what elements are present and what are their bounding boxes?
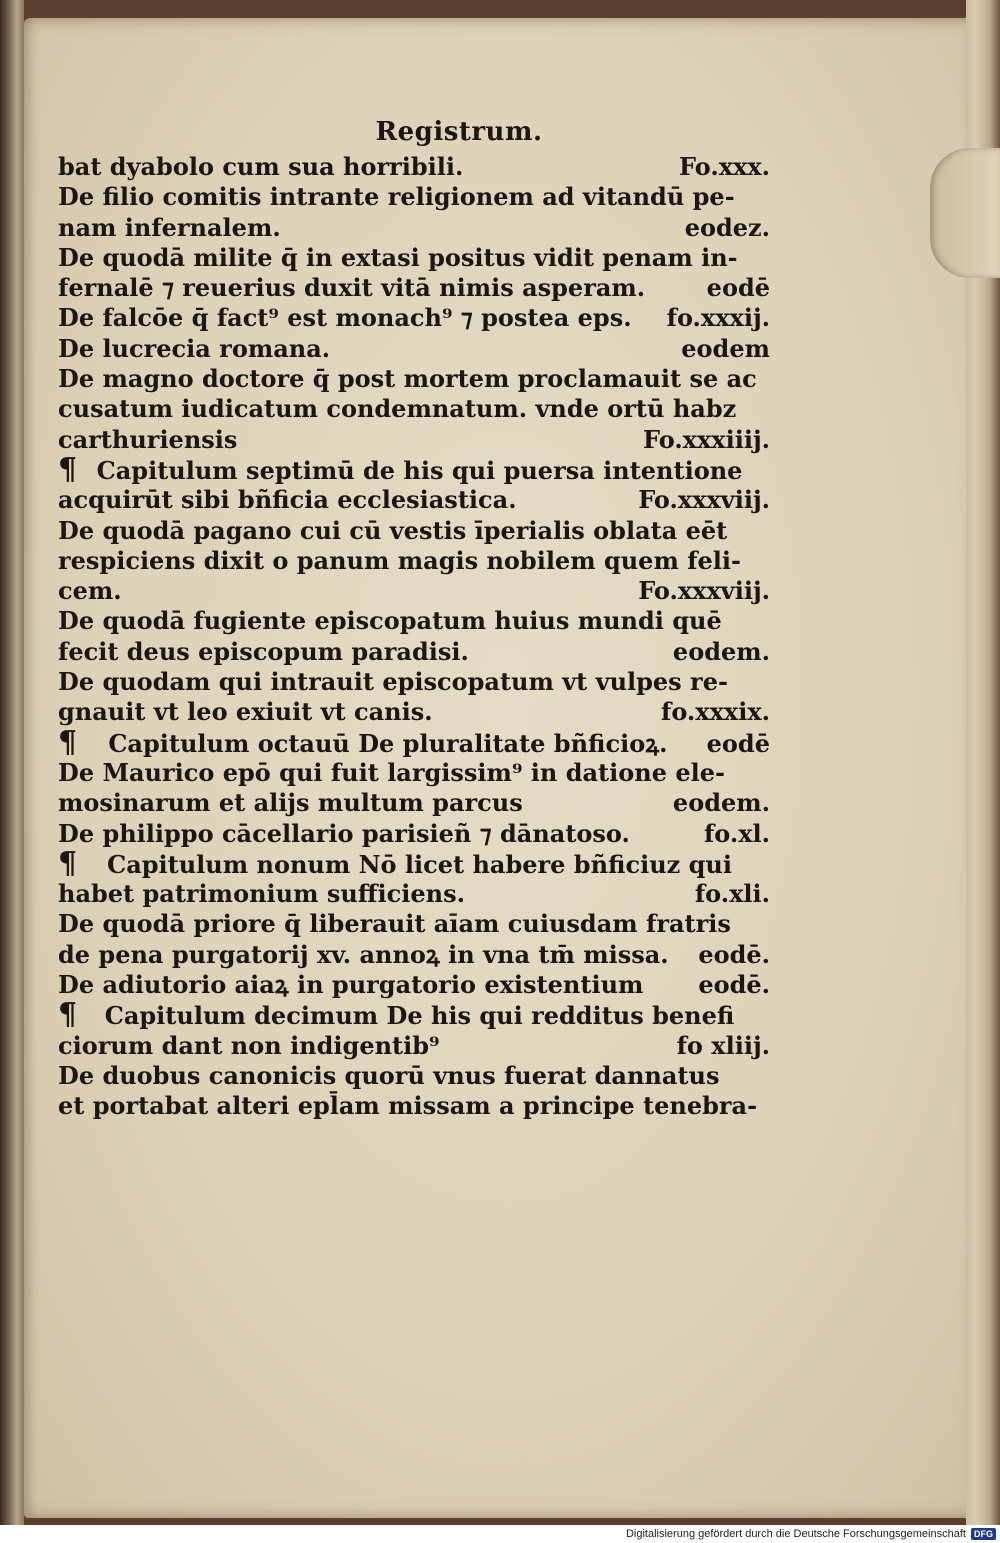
register-line [58, 879, 770, 909]
folio-reference: eodem [681, 333, 770, 363]
folio-reference: Fo.xxxviij. [638, 485, 770, 515]
line-text: respiciens dixit o panum magis nobilem quem feli- [58, 545, 741, 575]
line-text: fernalē ⁊ reuerius duxit vitā nimis asperam. [58, 273, 646, 303]
register-line [58, 819, 770, 849]
line-text: carthuriensis [58, 424, 238, 454]
line-text: de pena purgatorij xv. annoꝝ in vna tm̄ missa. [58, 939, 669, 969]
folio-reference: eodē. [698, 939, 770, 969]
line-text: nam infernalem. [58, 212, 281, 242]
folio-reference: Fo.xxxiiij. [643, 424, 770, 454]
binding-edge [0, 0, 24, 1525]
page-heading: Registrum. [375, 117, 543, 147]
folio-reference: fo.xxxij. [666, 303, 770, 333]
register-line [58, 182, 770, 212]
register-line [58, 425, 770, 455]
folio-reference: eodē [706, 273, 770, 303]
footer-credit [0, 1525, 1000, 1543]
register-line [58, 364, 770, 394]
register-line [58, 152, 770, 182]
line-text: De magno doctore q̄ post mortem proclamauit se ac [58, 364, 757, 394]
folio-reference: eodem. [672, 788, 770, 818]
folio-reference: eodez. [684, 212, 770, 242]
dfg-logo: DFG [971, 1528, 996, 1540]
pilcrow-icon: ¶ [58, 451, 78, 487]
line-text: bat dyabolo cum sua horribili. [58, 152, 464, 181]
line-text: et portabat alteri epl̄am missam a principe tenebra- [58, 1091, 758, 1121]
line-text: ciorum dant non indigentib⁹ [58, 1030, 440, 1060]
line-text: De lucrecia romana. [58, 333, 331, 363]
folio-reference: Fo.xxx. [679, 152, 770, 181]
register-line [58, 576, 770, 606]
line-text: Capitulum nonum Nō licet habere bñficiuz qui [107, 849, 732, 879]
footer-credit-text: Digitalisierung gefördert durch die Deutsche Forschungsgemeinschaft [625, 1528, 966, 1540]
register-line [58, 909, 770, 939]
page-clasp [930, 148, 1000, 278]
line-text: mosinarum et alijs multum parcus [58, 788, 523, 818]
register-line [58, 970, 770, 1000]
register-line [58, 637, 770, 667]
register-line [58, 273, 770, 303]
line-text: Capitulum septimū de his qui puersa intentione [96, 455, 743, 485]
line-text: De philippo cācellario parisieñ ⁊ dānatoso. [58, 818, 630, 848]
line-text: gnauit vt leo exiuit vt canis. [58, 697, 433, 727]
line-text: cem. [58, 576, 122, 606]
register-line [58, 516, 770, 546]
line-text: De quodā milite q̄ in extasi positus vidit penam in- [58, 242, 738, 272]
register-line [58, 485, 770, 515]
line-text: De quodā fugiente episcopatum huius mundi quē [58, 606, 722, 636]
pilcrow-icon: ¶ [58, 724, 78, 760]
chapter-line [58, 451, 770, 487]
line-text: De falcōe q̄ fact⁹ est monach⁹ ⁊ postea eps. [58, 303, 632, 333]
line-text: Capitulum decimum De his qui redditus benefi [104, 1001, 735, 1031]
register-line [58, 940, 770, 970]
register-line [58, 1061, 770, 1091]
register-line [58, 213, 770, 243]
line-text: De adiutorio aiaꝝ in purgatorio existentium [58, 970, 644, 1000]
folio-reference: Fo.xxxviij. [638, 576, 770, 606]
folio-reference: fo xliij. [676, 1030, 770, 1060]
register-lines [58, 152, 770, 1122]
register-text [58, 112, 770, 1122]
folio-reference: fo.xxxix. [661, 697, 770, 727]
register-line [58, 1091, 770, 1121]
folio-reference: eodē [706, 728, 770, 758]
register-line [58, 546, 770, 576]
register-line [58, 606, 770, 636]
folio-reference: fo.xl. [703, 818, 770, 848]
pilcrow-icon: ¶ [58, 997, 78, 1033]
register-line [58, 697, 770, 727]
register-line [58, 303, 770, 333]
line-text: fecit deus episcopum paradisi. [58, 636, 469, 666]
register-line [58, 788, 770, 818]
folio-reference: fo.xli. [694, 879, 770, 909]
register-line [58, 394, 770, 424]
pilcrow-icon: ¶ [58, 845, 78, 881]
line-text: De duobus canonicis quorū vnus fuerat dannatus [58, 1060, 720, 1090]
chapter-line [58, 845, 770, 881]
folio-reference: eodem. [672, 636, 770, 666]
chapter-line [58, 997, 770, 1033]
register-line [58, 334, 770, 364]
line-text: De filio comitis intrante religionem ad vitandū pe- [58, 182, 735, 212]
register-line [58, 1031, 770, 1061]
line-text: De quodā pagano cui cū vestis īperialis oblata eēt [58, 515, 728, 545]
line-text: De quodam qui intrauit episcopatum vt vulpes re- [58, 667, 728, 697]
register-line [58, 758, 770, 788]
folio-reference: eodē. [698, 970, 770, 1000]
register-line [58, 243, 770, 273]
chapter-line [58, 724, 770, 760]
register-line [58, 667, 770, 697]
line-text: habet patrimonium sufficiens. [58, 879, 465, 909]
line-text: Capitulum octauū De pluralitate bñficioꝝ. [108, 728, 668, 758]
line-text: De quodā priore q̄ liberauit aīam cuiusdam fratris [58, 909, 731, 939]
line-text: De Maurico epō qui fuit largissim⁹ in datione ele- [58, 757, 725, 787]
line-text: acquirūt sibi bñficia ecclesiastica. [58, 485, 517, 515]
line-text: cusatum iudicatum condemnatum. vnde ortū habz [58, 394, 737, 424]
